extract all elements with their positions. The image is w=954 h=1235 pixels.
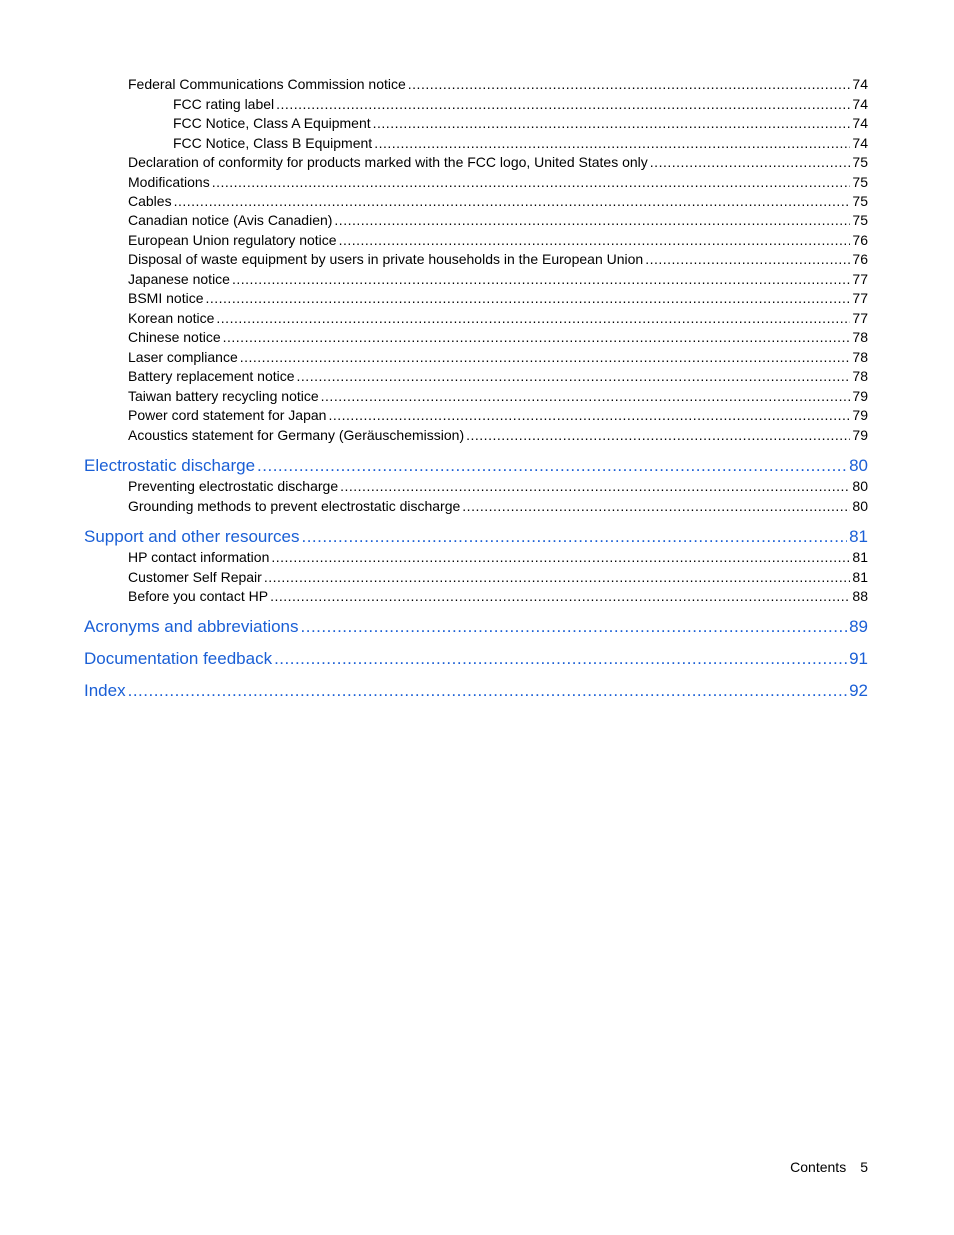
toc-entry-page: 74 (852, 115, 868, 131)
dot-leader (297, 367, 851, 386)
dot-leader (466, 426, 850, 445)
toc-entry-page: 75 (852, 193, 868, 209)
toc-entry-acoustics-germany[interactable] (0, 426, 954, 445)
toc-entry-page: 81 (852, 549, 868, 565)
dot-leader (274, 648, 847, 670)
toc-entry-title: Grounding methods to prevent electrostatic discharge (128, 498, 461, 514)
toc-entry-chinese-notice[interactable] (0, 328, 954, 347)
dot-leader (328, 406, 850, 425)
toc-entry-page: 88 (852, 588, 868, 604)
dot-leader (650, 153, 851, 172)
toc-entry-fcc-class-b[interactable] (0, 134, 954, 153)
toc-entry-page: 75 (852, 154, 868, 170)
toc-entry-title: Federal Communications Commission notice (128, 76, 406, 92)
dot-leader (301, 616, 848, 638)
toc-entry-page: 81 (852, 569, 868, 585)
dot-leader (374, 134, 850, 153)
toc-entry-fcc-class-a[interactable] (0, 114, 954, 133)
toc-chapter-support-resources[interactable] (0, 526, 954, 548)
dot-leader (271, 548, 850, 567)
toc-entry-eu-regulatory-notice[interactable] (0, 231, 954, 250)
dot-leader (174, 192, 851, 211)
toc-chapter-page: 91 (849, 649, 868, 668)
toc-entry-before-contact-hp[interactable] (0, 587, 954, 606)
toc-entry-title: HP contact information (128, 549, 270, 565)
toc-entry-canadian-notice[interactable] (0, 211, 954, 230)
toc-entry-page: 76 (852, 251, 868, 267)
toc-entry-title: Customer Self Repair (128, 569, 262, 585)
dot-leader (373, 114, 851, 133)
toc-entry-page: 80 (852, 498, 868, 514)
toc-entry-page: 79 (852, 407, 868, 423)
toc-entry-title: Declaration of conformity for products marked with the FCC logo, United States only (128, 154, 648, 170)
toc-entry-bsmi-notice[interactable] (0, 289, 954, 308)
toc-entry-page: 77 (852, 310, 868, 326)
toc-entry-taiwan-battery[interactable] (0, 387, 954, 406)
toc-chapter-electrostatic-discharge[interactable] (0, 455, 954, 477)
toc-chapter-title: Support and other resources (84, 527, 300, 546)
dot-leader (257, 455, 847, 477)
dot-leader (334, 211, 850, 230)
toc-entry-page: 74 (852, 96, 868, 112)
toc-entry-title: FCC rating label (173, 96, 275, 112)
toc-entry-hp-contact[interactable] (0, 548, 954, 567)
toc-entry-title: Taiwan battery recycling notice (128, 388, 319, 404)
toc-entry-title: BSMI notice (128, 290, 204, 306)
toc-chapter-page: 89 (849, 617, 868, 636)
dot-leader (216, 309, 850, 328)
dot-leader (264, 568, 851, 587)
toc-entry-grounding-methods[interactable] (0, 497, 954, 516)
toc-entry-page: 78 (852, 368, 868, 384)
dot-leader (408, 75, 851, 94)
toc-chapter-acronyms[interactable] (0, 616, 954, 638)
toc-chapter-title: Index (84, 681, 126, 700)
toc-entry-title: Before you contact HP (128, 588, 269, 604)
toc-entry-title: Power cord statement for Japan (128, 407, 327, 423)
toc-chapter-page: 81 (849, 527, 868, 546)
toc-entry-cables[interactable] (0, 192, 954, 211)
toc-entry-preventing-esd[interactable] (0, 477, 954, 496)
toc-entry-power-cord-japan[interactable] (0, 406, 954, 425)
toc-entry-title: Acoustics statement for Germany (Geräuschemission) (128, 427, 465, 443)
toc-entry-title: Korean notice (128, 310, 215, 326)
toc-entry-page: 76 (852, 232, 868, 248)
toc-entry-title: Cables (128, 193, 172, 209)
toc-chapter-title: Acronyms and abbreviations (84, 617, 299, 636)
dot-leader (340, 477, 850, 496)
toc-entry-title: European Union regulatory notice (128, 232, 337, 248)
toc-entry-title: Laser compliance (128, 349, 238, 365)
toc-entry-korean-notice[interactable] (0, 309, 954, 328)
toc-entry-page: 79 (852, 427, 868, 443)
toc-entry-page: 74 (852, 135, 868, 151)
toc-entry-page: 78 (852, 329, 868, 345)
dot-leader (339, 231, 851, 250)
toc-entry-title: Disposal of waste equipment by users in private households in the European Union (128, 251, 644, 267)
dot-leader (321, 387, 851, 406)
footer-section-label: Contents (790, 1159, 847, 1175)
toc-entry-title: FCC Notice, Class A Equipment (173, 115, 371, 131)
toc-entry-page: 77 (852, 290, 868, 306)
toc-entry-title: FCC Notice, Class B Equipment (173, 135, 373, 151)
dot-leader (128, 680, 847, 702)
dot-leader (240, 348, 851, 367)
toc-entry-title: Preventing electrostatic discharge (128, 478, 339, 494)
toc-entry-title: Japanese notice (128, 271, 230, 287)
toc-chapter-index[interactable] (0, 680, 954, 702)
toc-entry-title: Chinese notice (128, 329, 221, 345)
toc-entry-battery-replacement[interactable] (0, 367, 954, 386)
toc-chapter-title: Documentation feedback (84, 649, 273, 668)
toc-entry-title: Battery replacement notice (128, 368, 295, 384)
toc-entry-page: 78 (852, 349, 868, 365)
page-footer (790, 1158, 868, 1177)
footer-page-number: 5 (860, 1159, 868, 1175)
toc-entry-page: 74 (852, 76, 868, 92)
toc-chapter-page: 92 (849, 681, 868, 700)
dot-leader (645, 250, 850, 269)
toc-entry-japanese-notice[interactable] (0, 270, 954, 289)
toc-chapter-documentation-feedback[interactable] (0, 648, 954, 670)
toc-entry-page: 75 (852, 212, 868, 228)
toc-entry-page: 79 (852, 388, 868, 404)
toc-chapter-page: 80 (849, 456, 868, 475)
toc-entry-page: 77 (852, 271, 868, 287)
toc-entry-fcc-rating-label[interactable] (0, 95, 954, 114)
toc-entry-fcc-notice[interactable] (0, 75, 954, 94)
toc-entry-laser-compliance[interactable] (0, 348, 954, 367)
dot-leader (232, 270, 850, 289)
toc-entry-disposal-of-waste[interactable] (0, 250, 954, 269)
toc-entry-modifications[interactable] (0, 173, 954, 192)
dot-leader (212, 173, 851, 192)
toc-entry-title: Canadian notice (Avis Canadien) (128, 212, 333, 228)
dot-leader (223, 328, 851, 347)
dot-leader (301, 526, 847, 548)
dot-leader (276, 95, 850, 114)
toc-entry-declaration-of-conformity[interactable] (0, 153, 954, 172)
dot-leader (270, 587, 850, 606)
toc-chapter-title: Electrostatic discharge (84, 456, 256, 475)
toc-entry-customer-self-repair[interactable] (0, 568, 954, 587)
toc-entry-title: Modifications (128, 174, 210, 190)
dot-leader (462, 497, 850, 516)
dot-leader (205, 289, 850, 308)
toc-entry-page: 75 (852, 174, 868, 190)
toc-entry-page: 80 (852, 478, 868, 494)
